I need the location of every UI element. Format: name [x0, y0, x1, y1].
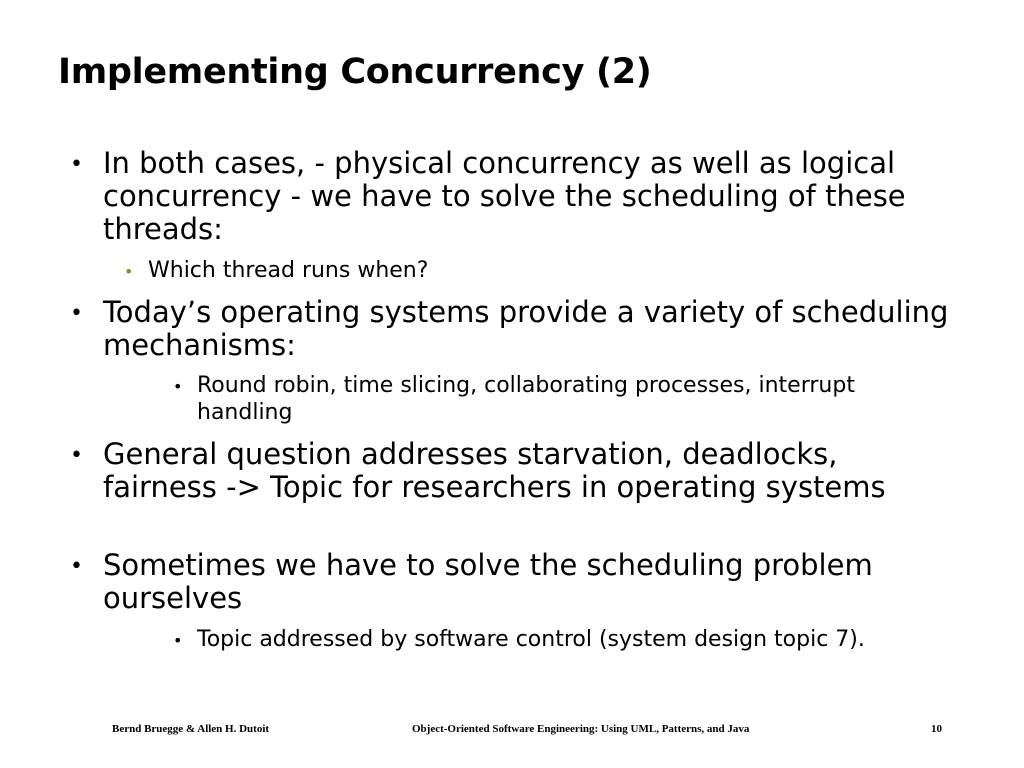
sub-bullet-text: Round robin, time slicing, collaborating processes, interrupt handling	[197, 373, 855, 425]
bullet-item	[70, 147, 963, 246]
sub-bullet-text: Topic addressed by software control (system design topic 7).	[197, 627, 865, 652]
bullet-dot-icon: •	[173, 631, 183, 650]
bullet-dot-icon: •	[70, 554, 83, 579]
bullet-item	[70, 438, 943, 504]
bullet-text: General question addresses starvation, deadlocks, fairness -> Topic for researchers in operating systems	[103, 437, 886, 504]
bullet-dot-icon: •	[124, 262, 134, 281]
footer-page-number: 10	[931, 723, 942, 735]
bullet-dot-icon: •	[70, 152, 83, 177]
bullet-dot-icon: •	[70, 301, 83, 326]
bullet-text: Sometimes we have to solve the scheduling problem ourselves	[103, 548, 873, 615]
bullet-text: In both cases, - physical concurrency as well as logical concurrency - we have to solve the scheduling of these threads:	[103, 146, 906, 246]
bullet-item	[70, 549, 923, 615]
sub-bullet-item	[173, 372, 957, 426]
bullet-item	[70, 296, 963, 362]
bullet-text: Today’s operating systems provide a variety of scheduling mechanisms:	[103, 295, 949, 362]
sub-bullet-item	[173, 626, 987, 653]
footer-authors: Bernd Bruegge & Allen H. Dutoit	[112, 723, 270, 735]
slide-title: Implementing Concurrency (2)	[58, 52, 652, 92]
bullet-dot-icon: •	[70, 443, 83, 468]
sub-bullet-text: Which thread runs when?	[148, 258, 429, 283]
sub-bullet-item	[124, 257, 428, 284]
bullet-dot-icon: •	[173, 377, 183, 396]
footer-book-title: Object-Oriented Software Engineering: Using UML, Patterns, and Java	[412, 723, 750, 735]
